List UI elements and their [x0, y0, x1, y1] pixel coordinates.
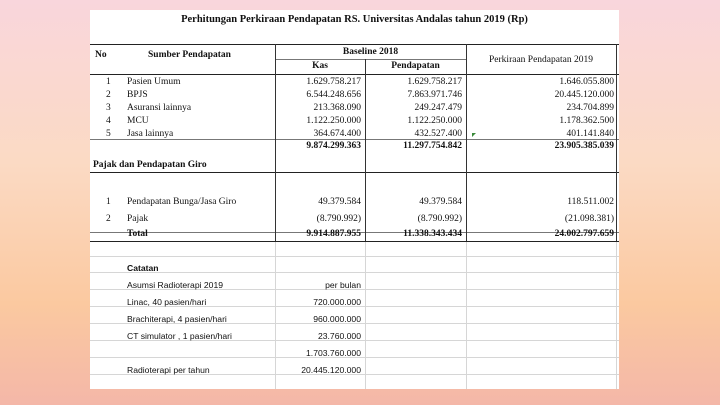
- total-estimate: 24.002.797.659: [554, 229, 614, 239]
- header-baseline: Baseline 2018: [342, 47, 399, 57]
- subtotal-estimate: 23.905.385.039: [554, 141, 614, 151]
- row-no: 4: [106, 116, 111, 126]
- section-title: Pajak dan Pendapatan Giro: [93, 160, 207, 170]
- grid-line: [90, 272, 619, 273]
- note-value: 1.703.760.000: [306, 348, 361, 358]
- header-source: Sumber Pendapatan: [148, 50, 231, 60]
- row-kas: (8.790.992): [316, 214, 361, 224]
- row-estimate: 118.511.002: [567, 197, 614, 207]
- table-border: [90, 172, 619, 173]
- row-pendapatan: 1.122.250.000: [407, 116, 462, 126]
- table-border: [90, 241, 619, 242]
- table-border: [90, 74, 619, 75]
- row-no: 5: [106, 129, 111, 139]
- row-no: 3: [106, 103, 111, 113]
- spreadsheet: [90, 10, 619, 389]
- row-pendapatan: 7.863.971.746: [407, 90, 462, 100]
- row-no: 1: [106, 197, 111, 207]
- row-pendapatan: (8.790.992): [417, 214, 462, 224]
- row-name: BPJS: [127, 90, 148, 100]
- row-pendapatan: 249.247.479: [414, 103, 462, 113]
- row-name: Pasien Umum: [127, 77, 181, 87]
- cell-comment-marker: [472, 133, 476, 137]
- header-kas: Kas: [312, 61, 328, 71]
- row-estimate: 234.704.899: [566, 103, 614, 113]
- grid-line: [365, 242, 366, 389]
- row-no: 1: [106, 77, 111, 87]
- page-title: Perhitungan Perkiraan Pendapatan RS. Universitas Andalas tahun 2019 (Rp): [181, 14, 528, 25]
- row-no: 2: [106, 90, 111, 100]
- note-label: Radioterapi per tahun: [127, 365, 210, 375]
- total-pendapatan: 11.338.343.434: [403, 229, 462, 239]
- note-label: Linac, 40 pasien/hari: [127, 297, 207, 307]
- note-value: 720.000.000: [313, 297, 361, 307]
- note-label: Brachiterapi, 4 pasien/hari: [127, 314, 227, 324]
- row-pendapatan: 1.629.758.217: [407, 77, 462, 87]
- total-label: Total: [127, 229, 148, 239]
- row-pendapatan: 49.379.584: [419, 197, 462, 207]
- note-label: CT simulator , 1 pasien/hari: [127, 331, 232, 341]
- grid-line: [466, 242, 467, 389]
- row-name: Asuransi lainnya: [127, 103, 192, 113]
- row-estimate: 1.178.362.500: [559, 116, 614, 126]
- grid-line: [90, 256, 619, 257]
- row-estimate: 401.141.840: [566, 129, 614, 139]
- table-border: [275, 59, 466, 60]
- row-kas: 6.544.248.656: [306, 90, 361, 100]
- row-kas: 49.379.584: [318, 197, 361, 207]
- notes-title: Catatan: [127, 263, 159, 273]
- row-name: Pajak: [127, 214, 149, 224]
- header-pendapatan: Pendapatan: [391, 61, 440, 71]
- row-estimate: (21.098.381): [564, 214, 614, 224]
- grid-line: [616, 242, 617, 389]
- header-no: No: [95, 50, 107, 60]
- note-label: Asumsi Radioterapi 2019: [127, 280, 224, 290]
- total-kas: 9.914.887.955: [306, 229, 361, 239]
- row-name: Pendapatan Bunga/Jasa Giro: [127, 197, 237, 207]
- row-name: Jasa lainnya: [127, 129, 174, 139]
- row-pendapatan: 432.527.400: [414, 129, 462, 139]
- subtotal-pendapatan: 11.297.754.842: [403, 141, 462, 151]
- header-estimate: Perkiraan Pendapatan 2019: [489, 55, 593, 65]
- note-value: per bulan: [325, 280, 361, 290]
- row-kas: 213.368.090: [313, 103, 361, 113]
- row-kas: 364.674.400: [313, 129, 361, 139]
- note-value: 23.760.000: [317, 331, 361, 341]
- row-no: 2: [106, 214, 111, 224]
- row-kas: 1.629.758.217: [306, 77, 361, 87]
- table-border: [616, 44, 617, 241]
- row-name: MCU: [127, 116, 149, 126]
- subtotal-kas: 9.874.299.363: [306, 141, 361, 151]
- table-border: [90, 44, 619, 45]
- row-kas: 1.122.250.000: [306, 116, 361, 126]
- note-value: 960.000.000: [313, 314, 361, 324]
- row-estimate: 20.445.120.000: [554, 90, 614, 100]
- row-estimate: 1.646.055.800: [559, 77, 614, 87]
- note-value: 20.445.120.000: [301, 365, 361, 375]
